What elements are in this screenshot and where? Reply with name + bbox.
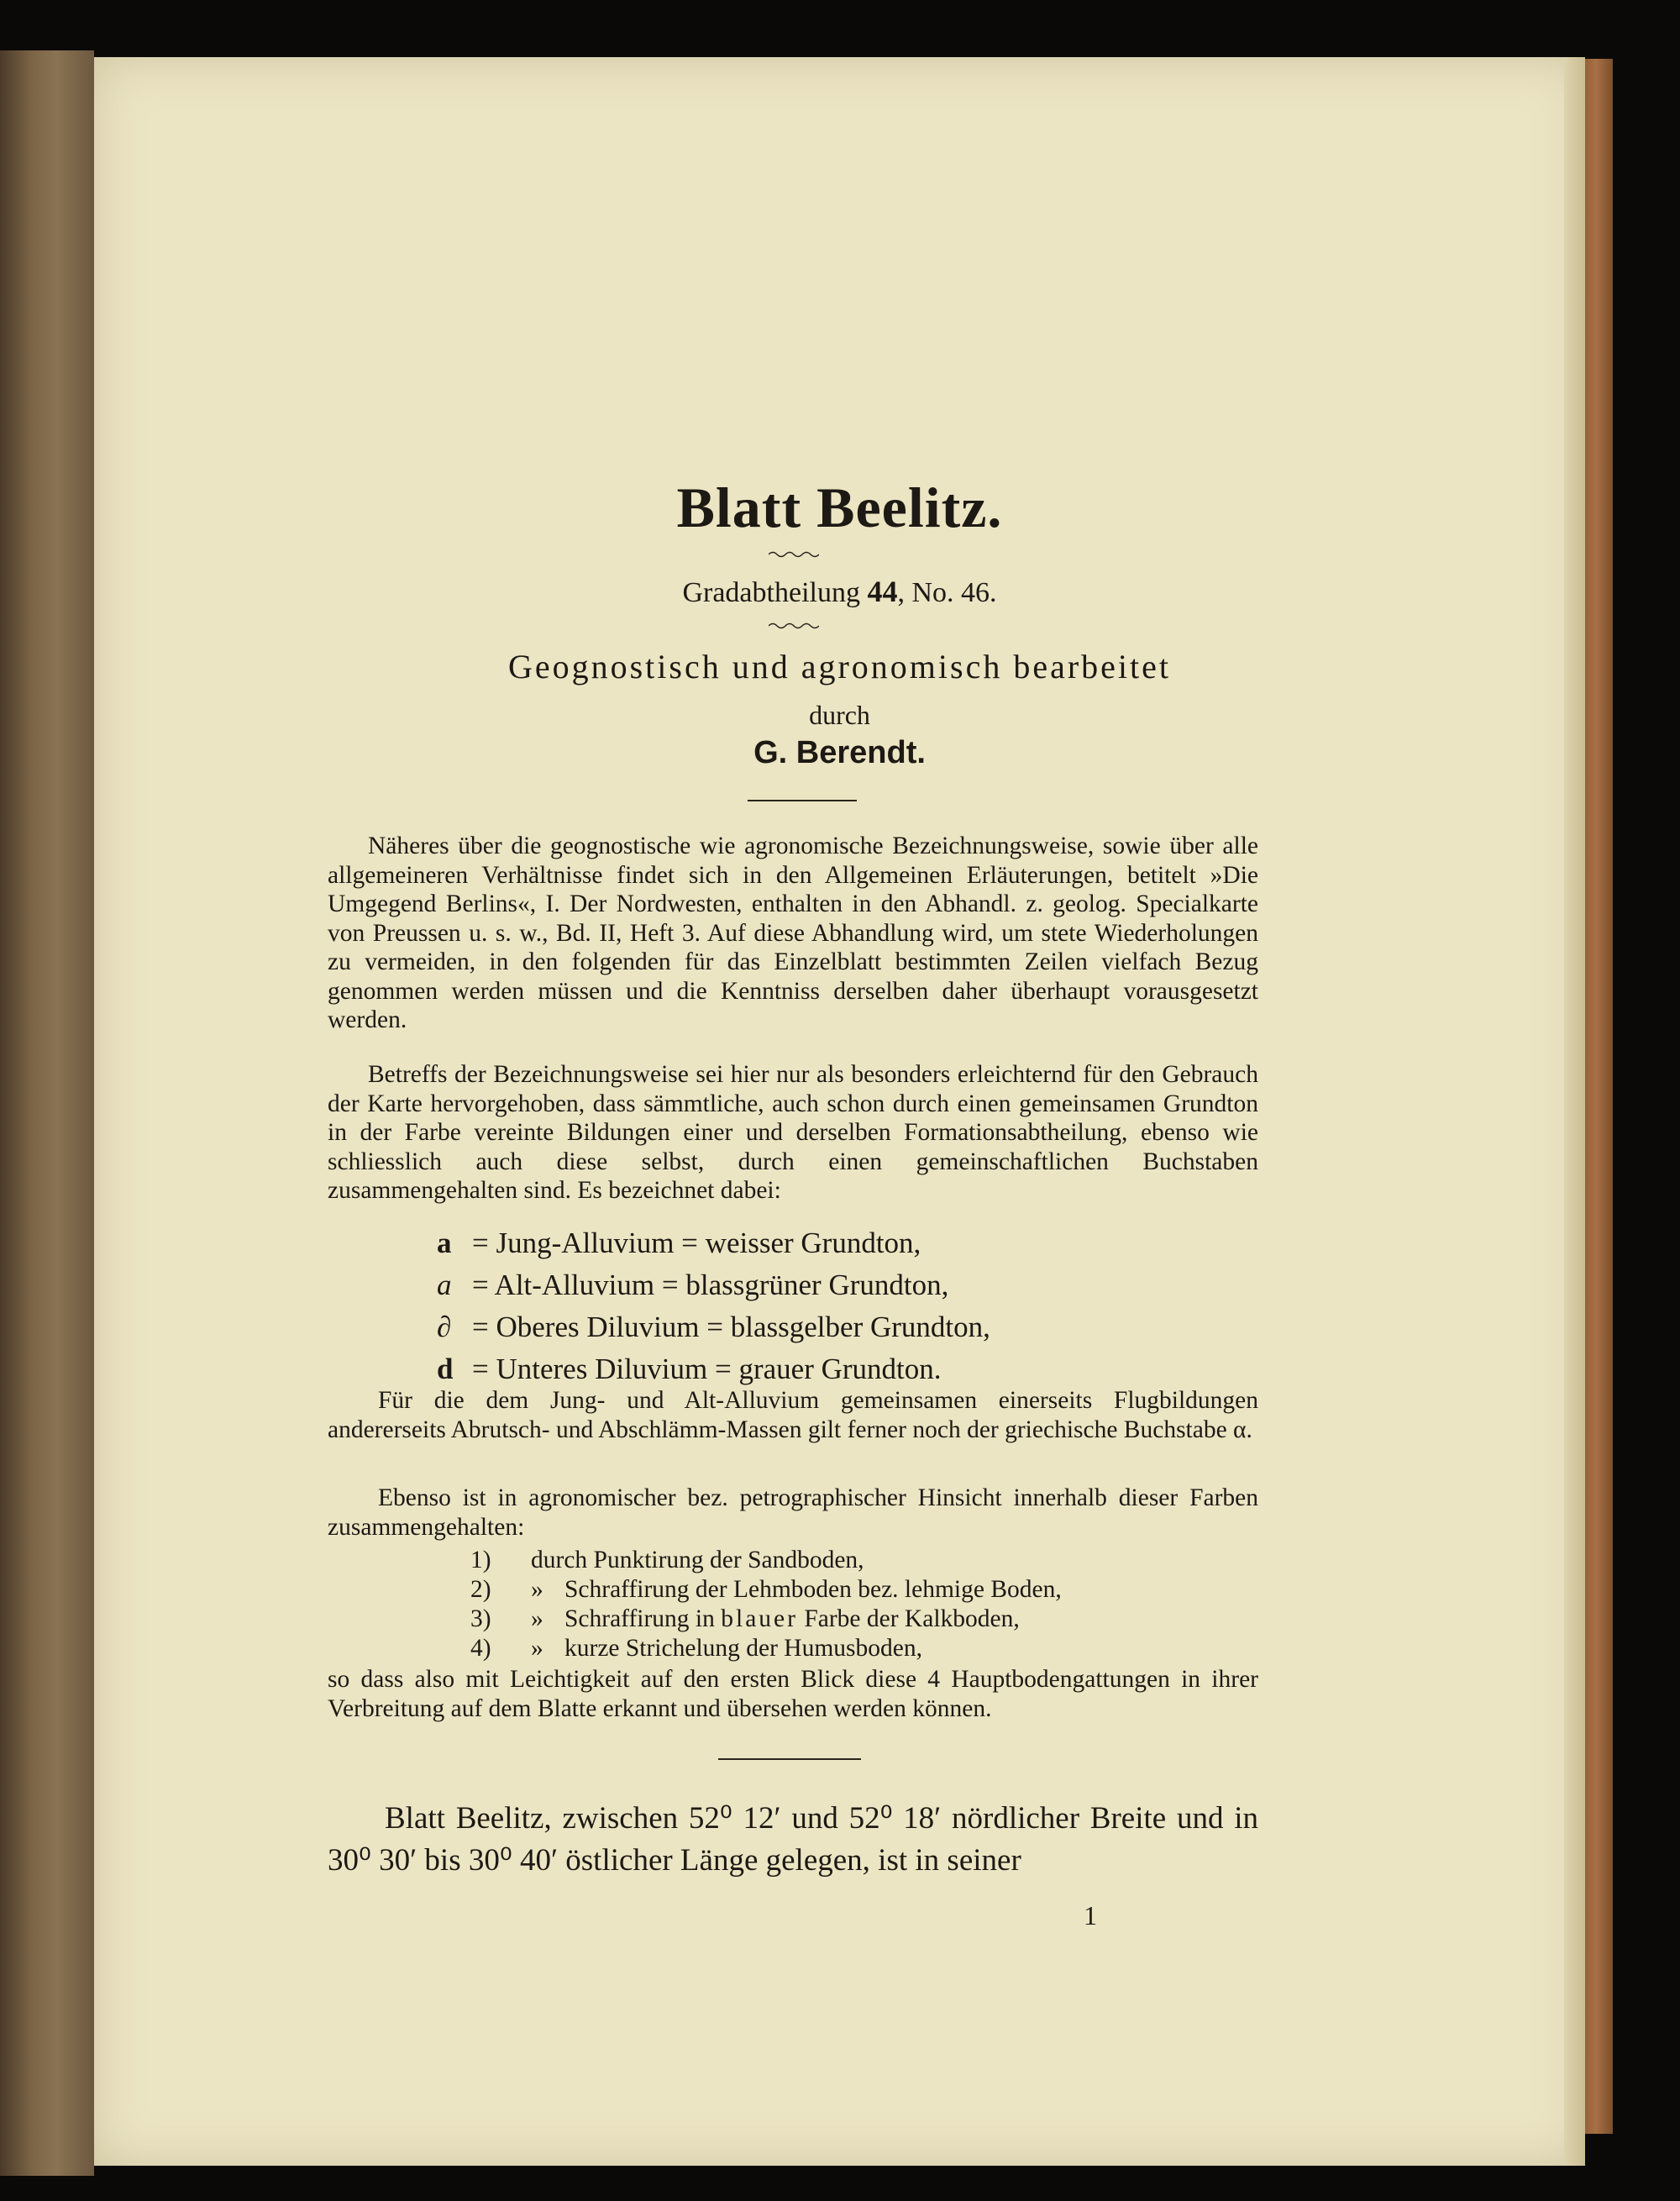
- paragraph-2: Betreffs der Bezeichnungsweise sei hier nur als besonders erleichternd für den Gebrauch der Karte hervorgehoben, dass sämmtliche, auch schon durch einen gemeinsamen Grundton in der Farbe vereinte Bildungen einer und derselben Formationsabtheilung, ebenso wie schliesslich auch diese selbst, durch einen gemeinschaftlichen Buchstaben zusammengehalten sind. Es bezeichnet dabei:: [328, 1061, 1258, 1204]
- equation-text: = Jung-Alluvium = weisser Grundton,: [472, 1227, 921, 1259]
- equation-row: [437, 1264, 990, 1306]
- subtitle-bearbeitet: Geognostisch und agronomisch bearbeitet: [507, 648, 1172, 686]
- page-edge: [1564, 57, 1585, 2166]
- subtitle-durch: durch: [809, 700, 870, 730]
- list-index: 1): [470, 1547, 491, 1573]
- page-number: 1: [1084, 1900, 1097, 1930]
- list-text-spaced: blauer: [721, 1605, 798, 1632]
- list-item: [470, 1605, 1062, 1634]
- list-ditto: »: [531, 1605, 543, 1632]
- list-index: 2): [470, 1576, 491, 1603]
- grad-suffix: , No. 46.: [897, 577, 997, 608]
- equation-symbol: d: [437, 1353, 454, 1385]
- ornament-squiggle-2: [769, 622, 819, 630]
- equation-text: = Unteres Diluvium = grauer Grundton.: [472, 1353, 942, 1385]
- paragraph-4: Ebenso ist in agronomischer bez. petrographischer Hinsicht innerhalb dieser Farben zusammengehalten:: [328, 1484, 1258, 1541]
- author-name: G. Berendt.: [753, 735, 926, 770]
- paragraph-1: Näheres über die geognostische wie agronomische Bezeichnungsweise, sowie über alle allgemeineren Verhältnisse findet sich in den Allgemeinen Erläuterungen, betitelt »Die Umgegend Berlins«, I. Der Nordwesten, enthalten in den Abhandl. z. geolog. Specialkarte von Preussen u. s. w., Bd. II, Heft 3. Auf diese Abhandlung wird, um stete Wiederholungen zu vermeiden, in den folgenden für das Einzelblatt bestimmten Zeilen vielfach Bezug genommen werden müssen und die Kenntniss derselben daher überhaupt vorausgesetzt werden.: [328, 833, 1258, 1033]
- equation-text: = Oberes Diluvium = blassgelber Grundton,: [472, 1311, 990, 1343]
- equation-symbol: a: [437, 1269, 452, 1301]
- ornament-squiggle-1: [769, 550, 819, 559]
- list-text-post: Farbe der Kalkboden,: [797, 1605, 1020, 1632]
- equation-row: [437, 1348, 990, 1390]
- equation-symbol: ∂: [437, 1311, 452, 1343]
- divider-bottom: [718, 1758, 861, 1760]
- page-title: Blatt Beelitz.: [676, 475, 1003, 539]
- list-ditto: »: [531, 1576, 543, 1603]
- list-text: [564, 1605, 1020, 1634]
- equation-row: [437, 1222, 990, 1264]
- list-text: Schraffirung der Lehmboden bez. lehmige Boden,: [564, 1576, 1062, 1603]
- list-item: [470, 1634, 1062, 1663]
- list-ditto: »: [531, 1635, 543, 1662]
- list-text: durch Punktirung der Sandboden,: [531, 1547, 864, 1573]
- list-index: 4): [470, 1635, 491, 1662]
- paragraph-6: Blatt Beelitz, zwischen 52⁰ 12′ und 52⁰ 18′ nördlicher Breite und in 30⁰ 30′ bis 30⁰ 40′ östlicher Länge gelegen, ist in seiner: [328, 1801, 1258, 1878]
- paragraph-5: so dass also mit Leichtigkeit auf den ersten Blick diese 4 Hauptbodengattungen in ihrer Verbreitung auf dem Blatte erkannt und übersehen werden können.: [328, 1666, 1258, 1722]
- list-item: [470, 1575, 1062, 1605]
- grad-number: 44: [867, 575, 898, 608]
- equation-text: = Alt-Alluvium = blassgrüner Grundton,: [472, 1269, 949, 1301]
- list-item: [470, 1546, 1062, 1575]
- numbered-list: [470, 1546, 1062, 1663]
- grad-prefix: Gradabtheilung: [682, 577, 860, 608]
- paragraph-3: Für die dem Jung- und Alt-Alluvium gemeinsamen einerseits Flugbildungen andererseits Abrutsch- und Abschlämm-Massen gilt ferner noch der griechische Buchstabe α.: [328, 1387, 1258, 1443]
- equation-list: [437, 1222, 990, 1390]
- gradabtheilung-line: [94, 574, 1585, 609]
- equation-row: [437, 1306, 990, 1348]
- equation-symbol: a: [437, 1227, 452, 1259]
- list-text: kurze Strichelung der Humusboden,: [564, 1635, 923, 1662]
- list-index: 3): [470, 1605, 491, 1632]
- divider-top: [748, 800, 857, 801]
- list-text-pre: Schraffirung in: [564, 1605, 722, 1632]
- book-cover-left: [0, 50, 94, 2176]
